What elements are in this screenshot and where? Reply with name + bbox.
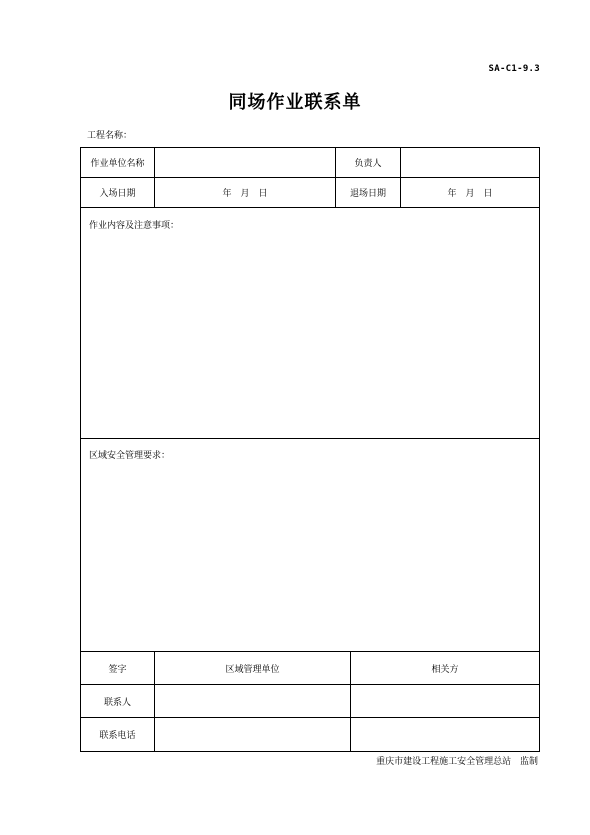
form-row-area bbox=[81, 439, 539, 652]
work-content-label: 作业内容及注意事项： bbox=[89, 221, 180, 231]
contact-person-related-field[interactable] bbox=[351, 685, 539, 717]
area-requirements-label: 区域安全管理要求： bbox=[89, 451, 171, 461]
responsible-person-field[interactable] bbox=[401, 148, 539, 177]
contact-phone-label: 联系电话 bbox=[81, 718, 155, 751]
document-code: SA-C1-9.3 bbox=[488, 64, 540, 74]
entry-date-field[interactable]: 年 月 日 bbox=[155, 178, 336, 207]
unit-name-label: 作业单位名称 bbox=[81, 148, 155, 177]
responsible-person-label: 负责人 bbox=[336, 148, 401, 177]
exit-date-field[interactable]: 年 月 日 bbox=[447, 189, 493, 199]
exit-date-label: 退场日期 bbox=[336, 178, 401, 207]
work-content-field[interactable] bbox=[81, 208, 539, 438]
issuer-footer: 重庆市建设工程施工安全管理总站 监制 bbox=[376, 757, 538, 767]
unit-name-field[interactable] bbox=[155, 148, 336, 177]
contact-phone-related-field[interactable] bbox=[351, 718, 539, 751]
contact-person-management-field[interactable] bbox=[155, 685, 351, 717]
contact-person-row bbox=[81, 685, 539, 718]
contact-form-table bbox=[80, 147, 540, 752]
contact-phone-management-field[interactable] bbox=[155, 718, 351, 751]
contact-phone-row bbox=[81, 718, 539, 751]
form-row-unit bbox=[81, 148, 539, 178]
related-party-header: 相关方 bbox=[431, 664, 459, 675]
area-requirements-field[interactable] bbox=[81, 439, 539, 651]
form-title: 同场作业联系单 bbox=[228, 92, 362, 113]
contact-person-label: 联系人 bbox=[81, 685, 155, 717]
form-row-dates bbox=[81, 178, 539, 208]
entry-date-label: 入场日期 bbox=[81, 178, 155, 207]
signature-header-row bbox=[81, 652, 539, 685]
form-row-content bbox=[81, 208, 539, 439]
project-name-label: 工程名称： bbox=[87, 131, 133, 141]
area-management-unit-header: 区域管理单位 bbox=[155, 652, 351, 684]
signature-label: 签字 bbox=[81, 652, 155, 684]
